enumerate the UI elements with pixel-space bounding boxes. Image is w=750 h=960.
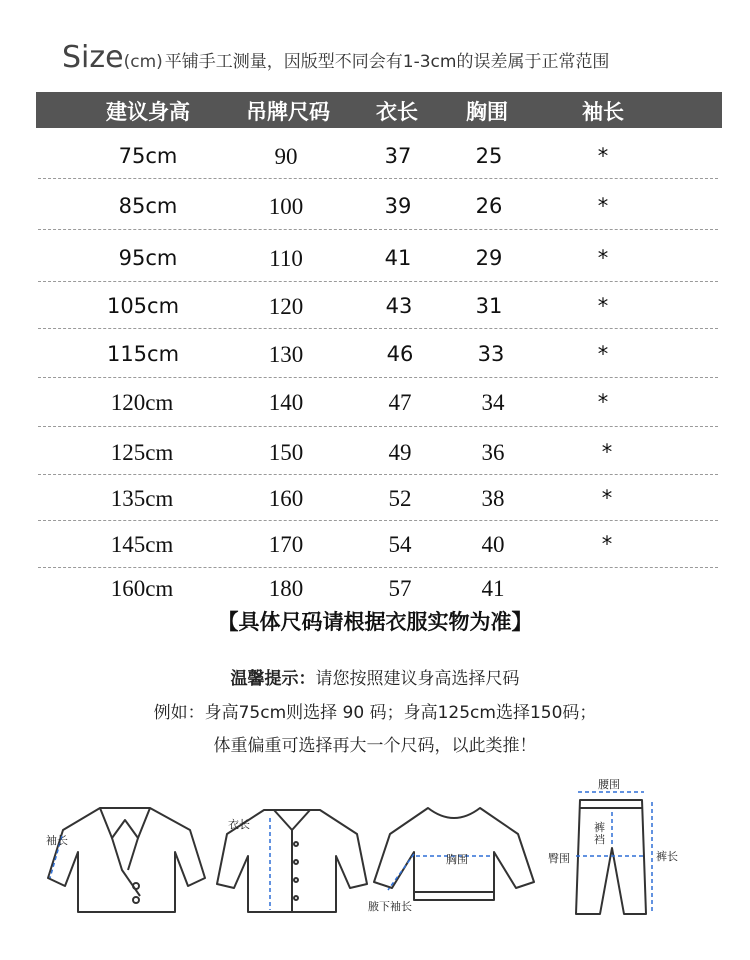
cell-tag-size: 150 (268, 440, 304, 465)
cell-tag-size: 110 (269, 246, 303, 271)
cell-length: 37 (384, 144, 412, 168)
tips-line-3: 体重偏重可选择再大一个尺码，以此类推！ (213, 736, 537, 756)
cell-length: 41 (384, 246, 412, 270)
size-title-word: Size (62, 40, 124, 75)
cell-height: 105cm (106, 294, 180, 318)
cell-chest: 34 (481, 390, 505, 415)
cell-chest: 31 (475, 294, 503, 318)
pants-icon (546, 778, 710, 922)
header-sleeve: 袖长 (582, 100, 624, 124)
tips-line-2: 例如：身高75cm则选择 90 码；身高125cm选择150码； (153, 703, 597, 723)
pants-hip-label: 臀围 (548, 852, 570, 865)
pants-waist-label: 腰围 (598, 778, 620, 791)
size-title (62, 40, 609, 84)
shirt-figure (212, 800, 372, 920)
cell-tag-size: 160 (268, 486, 304, 511)
cell-chest: 25 (475, 144, 503, 168)
cell-chest: 26 (475, 194, 503, 218)
table-row (0, 474, 750, 522)
cell-sleeve: * (597, 342, 609, 366)
table-row (0, 520, 750, 568)
jacket-sleeve-label: 袖长 (46, 834, 68, 847)
cell-sleeve: * (601, 486, 613, 510)
cell-chest: 36 (481, 440, 505, 465)
cell-length: 39 (384, 194, 412, 218)
table-row (0, 132, 750, 180)
cell-chest: 41 (481, 576, 505, 601)
cell-chest: 40 (481, 532, 505, 557)
row-divider (38, 178, 718, 179)
header-tag-size: 吊牌尺码 (246, 100, 330, 124)
cell-height: 115cm (106, 342, 180, 366)
size-title-note: 平铺手工测量，因版型不同会有1-3cm的误差属于正常范围 (164, 52, 610, 72)
sweater-figure (366, 800, 542, 918)
table-row (0, 330, 750, 378)
cell-tag-size: 120 (268, 294, 304, 319)
row-divider (38, 229, 718, 230)
cell-length: 46 (386, 342, 414, 366)
cell-chest: 38 (481, 486, 505, 511)
jacket-figure (40, 800, 210, 920)
table-row (0, 234, 750, 282)
cell-sleeve: * (597, 246, 609, 270)
sweater-chest-label: 胸围 (446, 853, 468, 866)
cell-tag-size: 90 (274, 144, 298, 169)
cell-tag-size: 170 (268, 532, 304, 557)
size-title-unit: (cm) (123, 52, 163, 72)
cell-tag-size: 180 (268, 576, 304, 601)
cell-tag-size: 130 (268, 342, 304, 367)
row-divider (38, 426, 718, 427)
cell-sleeve: * (601, 532, 613, 556)
table-row (0, 564, 750, 612)
cell-tag-size: 140 (268, 390, 304, 415)
pants-length-label: 裤长 (656, 850, 678, 863)
jacket-icon (40, 800, 210, 920)
pants-crotch-label: 裤裆 (594, 821, 605, 846)
cell-chest: 29 (475, 246, 503, 270)
table-row (0, 378, 750, 426)
cell-height: 85cm (118, 194, 178, 218)
cell-height: 160cm (110, 576, 174, 601)
cell-chest: 33 (477, 342, 505, 366)
cell-height: 135cm (110, 486, 174, 511)
cell-length: 49 (388, 440, 412, 465)
table-header (36, 92, 722, 128)
cell-height: 120cm (110, 390, 174, 415)
cell-length: 57 (388, 576, 412, 601)
cell-length: 54 (388, 532, 412, 557)
cell-height: 125cm (110, 440, 174, 465)
cell-sleeve: * (597, 144, 609, 168)
table-row (0, 428, 750, 476)
table-row (0, 182, 750, 230)
cell-length: 52 (388, 486, 412, 511)
tips-line-1 (0, 664, 750, 689)
cell-height: 75cm (118, 144, 178, 168)
table-row (0, 282, 750, 330)
cell-height: 145cm (110, 532, 174, 557)
cell-sleeve: * (597, 390, 609, 414)
cell-sleeve: * (601, 440, 613, 464)
cell-length: 43 (385, 294, 413, 318)
header-height: 建议身高 (106, 100, 190, 124)
tips-label: 温馨提示： (230, 669, 316, 689)
header-length: 衣长 (376, 100, 418, 124)
sweater-sleeve-label: 腋下袖长 (368, 900, 412, 913)
row-divider (38, 328, 718, 329)
size-note: 【具体尺码请根据衣服实物为准】 (217, 610, 533, 634)
cell-height: 95cm (118, 246, 178, 270)
header-chest: 胸围 (466, 100, 508, 124)
cell-length: 47 (388, 390, 412, 415)
shirt-length-label: 衣长 (228, 818, 250, 831)
cell-sleeve: * (597, 194, 609, 218)
tips-text-1: 请您按照建议身高选择尺码 (315, 669, 520, 689)
pants-figure (546, 778, 710, 922)
cell-sleeve: * (597, 294, 609, 318)
cell-tag-size: 100 (268, 194, 304, 219)
